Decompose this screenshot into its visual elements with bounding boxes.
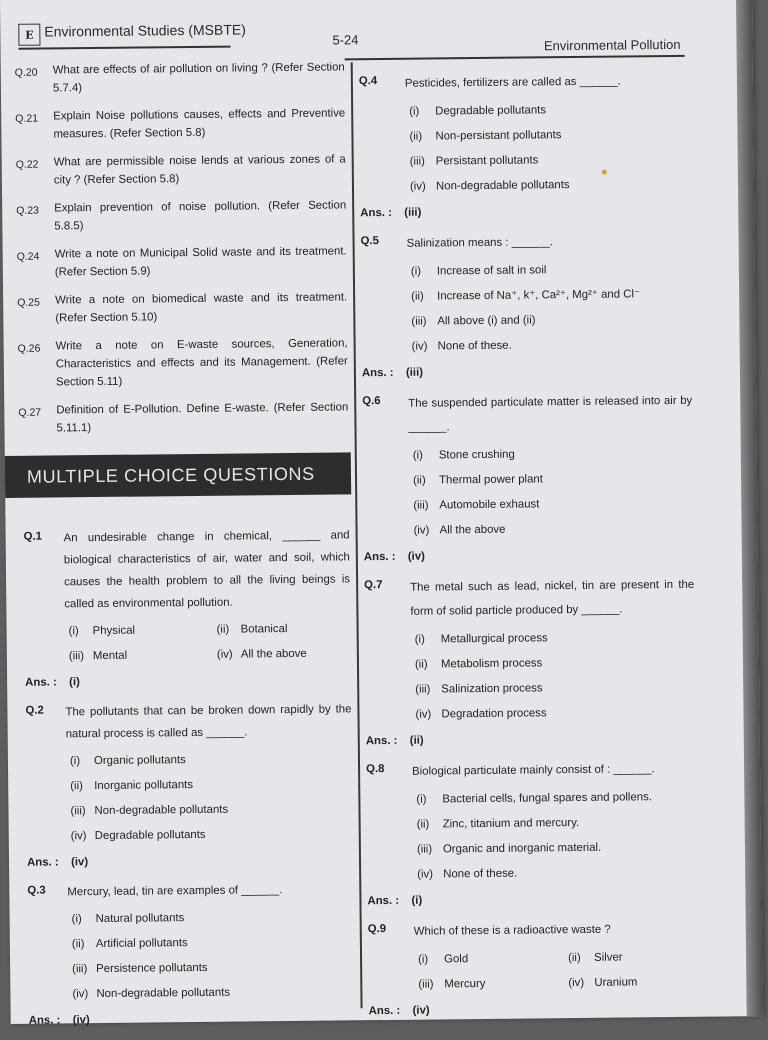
question-number: Q.7 (364, 579, 383, 592)
option-number: (iii) (70, 805, 86, 818)
question-number: Q.4 (358, 75, 378, 88)
question-number: Q.2 (25, 704, 44, 717)
option (64, 618, 212, 645)
review-question (16, 150, 346, 189)
option (405, 97, 689, 125)
question-text: Mercury, lead, tin are examples of ______. (67, 884, 283, 899)
option-list (412, 785, 697, 888)
book-title: Environmental Studies (MSBTE) (44, 21, 246, 40)
question-text: Write a note on biomedical waste and its treatment. (Refer Section 5.10) (55, 291, 348, 325)
option-number: (i) (71, 913, 82, 926)
option-text: All the above (439, 523, 506, 537)
answer-label: Ans. : (361, 366, 394, 380)
left-column (15, 58, 355, 1039)
option-text: Degradable pollutants (94, 828, 206, 843)
option-text: Physical (92, 624, 136, 638)
question-number: Q.22 (15, 158, 39, 171)
option (66, 796, 352, 824)
answer-line (360, 199, 690, 224)
question-number: Q.5 (360, 235, 379, 248)
page-header (14, 7, 684, 62)
option-text: Gold (444, 953, 469, 966)
question-text: Write a note on Municipal Solid waste and its treatment. (Refer Section 5.9) (54, 245, 347, 279)
mcq-question (360, 229, 691, 360)
option (564, 945, 704, 971)
option (411, 650, 695, 678)
answer-value: (iv) (72, 1014, 90, 1027)
option (405, 122, 689, 150)
answer-line (27, 848, 353, 873)
ink-spot (602, 170, 607, 175)
option (67, 821, 353, 849)
answer-line (367, 887, 697, 912)
mcq-section-banner: MULTIPLE CHOICE QUESTIONS (5, 452, 351, 498)
option (409, 516, 693, 544)
option-text: Persistence pollutants (96, 961, 208, 976)
review-question (15, 58, 345, 97)
option-number: (iii) (68, 650, 85, 663)
question-text: The suspended particulate matter is released into air by ______. (408, 394, 693, 434)
option-text: Organic pollutants (93, 754, 186, 768)
option-number: (iii) (418, 978, 434, 991)
question-number: Q.3 (27, 884, 46, 897)
question-text: The metal such as lead, nickel, tin are present in the form of solid particle produced by ______. (410, 578, 695, 618)
option-number: (ii) (416, 818, 430, 831)
option-number: (iii) (413, 499, 429, 512)
question-text: Salinization means : ______. (406, 236, 553, 250)
question-text: Definition of E-Pollution. Define E-waste. (Refer Section 5.11.1) (56, 401, 349, 435)
option (413, 810, 697, 838)
question-text: Explain prevention of noise pollution. (Refer Section 5.8.5) (54, 199, 347, 233)
option-text: All the above (240, 647, 307, 661)
option (407, 282, 691, 310)
option-number: (ii) (70, 780, 83, 793)
option-text: Non-degradable pollutants (96, 986, 231, 1001)
option (68, 904, 354, 932)
option-list (64, 616, 351, 669)
right-column (359, 69, 699, 1030)
option (66, 771, 352, 799)
option-text: Metabolism process (440, 657, 543, 671)
mcq-question (20, 524, 351, 669)
answer-line (366, 727, 696, 752)
answer-label: Ans. : (368, 1004, 401, 1018)
option-text: Persistant pollutants (435, 154, 539, 168)
answer-line (368, 997, 698, 1022)
answer-value: (iv) (412, 1004, 430, 1017)
option-text: Bacterial cells, fungal spares and pollens. (442, 791, 653, 806)
option (414, 946, 564, 973)
option-number: (ii) (414, 658, 428, 671)
option-number: (iv) (409, 180, 426, 193)
option-text: All above (i) and (ii) (437, 314, 536, 328)
option-number: (iii) (409, 155, 425, 168)
option (409, 491, 693, 519)
option-number: (i) (416, 793, 427, 806)
option (413, 860, 697, 888)
option-list (407, 257, 692, 360)
question-number: Q.9 (367, 923, 387, 936)
option-text: Increase of Na⁺, k⁺, Ca²⁺, Mg²⁺ and Cl⁻ (437, 288, 641, 303)
option (564, 970, 704, 996)
option-number: (i) (69, 755, 81, 768)
option-number: (iv) (417, 868, 434, 881)
option-text: Organic and inorganic material. (442, 841, 602, 856)
option-text: Thermal power plant (438, 473, 543, 487)
option (212, 616, 362, 643)
question-text: What are effects of air pollution on living ? (Refer Section 5.7.4) (52, 61, 345, 95)
header-rule (19, 46, 231, 50)
option-text: Natural pollutants (95, 912, 185, 926)
review-question (18, 398, 348, 437)
option-number: (iii) (72, 963, 88, 976)
option-text: Zinc, titanium and mercury. (442, 816, 580, 831)
option (412, 785, 696, 813)
option-text: Silver (593, 951, 623, 964)
question-number: Q.25 (17, 296, 40, 309)
option-number: (ii) (412, 474, 426, 487)
answer-label: Ans. : (25, 676, 57, 689)
option-text: None of these. (437, 339, 512, 353)
option-text: Degradation process (441, 707, 547, 721)
option-text: Metallurgical process (440, 632, 548, 646)
option-text: None of these. (443, 867, 518, 881)
option-text: Non-degradable pollutants (435, 179, 570, 193)
option-list (414, 945, 699, 998)
option (406, 147, 690, 175)
option-text: Mental (92, 649, 128, 663)
option (68, 929, 354, 957)
option-number: (i) (418, 953, 429, 966)
question-number: Q.24 (16, 250, 40, 263)
option (68, 979, 354, 1007)
page-number: 5-24 (332, 32, 359, 48)
option (409, 466, 693, 494)
answer-label: Ans. : (360, 206, 392, 220)
option-number: (ii) (409, 130, 423, 143)
option (66, 746, 352, 774)
mcq-question (368, 917, 699, 998)
option-number: (iii) (416, 843, 433, 856)
answer-label: Ans. : (26, 856, 59, 869)
mcq-question (359, 69, 690, 200)
mcq-question (362, 389, 694, 544)
review-question (17, 242, 347, 281)
option-text: Non-degradable pollutants (94, 803, 229, 818)
option-text: Stone crushing (438, 448, 515, 462)
review-question (17, 288, 347, 327)
option-number: (i) (414, 633, 425, 646)
option-text: Botanical (240, 623, 288, 636)
option-text: Increase of salt in soil (436, 264, 547, 278)
option (413, 835, 697, 863)
option-text: Non-persistant pollutants (435, 129, 562, 143)
question-number: Q.21 (15, 112, 39, 125)
option-list (411, 625, 696, 728)
question-text: Biological particulate mainly consist of : ______. (412, 763, 655, 778)
answer-line (25, 668, 351, 693)
option (407, 307, 691, 335)
question-number: Q.23 (16, 204, 40, 217)
option (68, 954, 354, 982)
answer-value: (iv) (70, 856, 89, 869)
option (406, 172, 690, 200)
review-question (18, 334, 349, 391)
option-number: (iv) (415, 708, 432, 721)
mcq-question (23, 878, 354, 1007)
chapter-title: Environmental Pollution (543, 36, 681, 54)
mcq-question (21, 698, 353, 849)
question-text: Write a note on E-waste sources, Generation, Characteristics and effects and its Management. (Refer Section 5.11) (55, 337, 348, 389)
question-text: Pesticides, fertilizers are called as ______. (404, 75, 621, 90)
option-number: (ii) (411, 290, 424, 303)
option-text: Salinization process (441, 682, 543, 696)
option-number: (i) (410, 265, 422, 278)
option (411, 675, 695, 703)
question-number: Q.27 (18, 406, 42, 419)
option-list (66, 746, 353, 849)
option-text: Uranium (594, 976, 638, 989)
review-question (15, 104, 345, 143)
question-text: Which of these is a radioactive waste ? (413, 923, 611, 938)
answer-value: (iv) (407, 550, 426, 563)
review-question (16, 196, 346, 235)
answer-value: (iii) (404, 206, 422, 219)
answer-value: (ii) (409, 734, 424, 747)
option-number: (iv) (72, 988, 89, 1001)
question-number: Q.8 (366, 763, 385, 776)
option-number: (i) (412, 449, 423, 462)
answer-value: (i) (411, 894, 423, 907)
option-number: (ii) (71, 938, 85, 951)
option-text: Automobile exhaust (439, 498, 540, 512)
answer-value: (iii) (405, 366, 424, 379)
option-text: Inorganic pollutants (94, 779, 194, 793)
answer-line (362, 359, 692, 384)
answer-line (364, 543, 694, 568)
publisher-logo: E (18, 24, 40, 46)
question-text: The pollutants that can be broken down rapidly by the natural process is called as ______. (65, 703, 352, 741)
option-text: Mercury (444, 977, 486, 991)
option-number: (i) (409, 105, 420, 118)
question-number: Q.26 (17, 342, 41, 355)
option (411, 625, 695, 653)
option-number: (iv) (411, 340, 428, 353)
option-number: (iv) (216, 648, 233, 661)
page-edge-shadow (736, 0, 763, 1016)
question-text: What are permissible noise lends at various zones of a city ? (Refer Section 5.8) (53, 153, 346, 187)
option-text: Degradable pollutants (435, 104, 547, 118)
option-list (409, 441, 694, 544)
option-number: (iii) (415, 683, 431, 696)
question-number: Q.20 (14, 66, 38, 79)
question-text: An undesirable change in chemical, ______ and biological characteristics of air, water and soil, which causes the health problem to all the living beings is called as environmental pollution. (63, 529, 351, 611)
option (411, 700, 695, 728)
option-number: (iii) (411, 315, 427, 328)
option (407, 257, 691, 285)
option-number: (ii) (216, 623, 230, 636)
option-number: (ii) (568, 951, 581, 965)
option-number: (i) (68, 625, 79, 638)
header-rule (345, 55, 685, 60)
option (213, 641, 363, 668)
question-text: Explain Noise pollutions causes, effects and Preventive measures. (Refer Section 5.8) (53, 107, 346, 141)
option (65, 643, 213, 670)
option-number: (iv) (413, 524, 430, 537)
mcq-question (364, 573, 696, 728)
option-number: (iv) (568, 976, 585, 990)
question-number: Q.6 (362, 395, 381, 408)
option-number: (iv) (70, 830, 87, 843)
option-text: Artificial pollutants (95, 937, 188, 951)
question-number: Q.1 (23, 530, 43, 543)
option (408, 332, 692, 360)
option-list (405, 97, 690, 200)
answer-label: Ans. : (365, 734, 398, 748)
answer-label: Ans. : (363, 550, 396, 564)
option (414, 971, 564, 998)
answer-label: Ans. : (367, 894, 400, 908)
answer-line (29, 1006, 355, 1031)
answer-label: Ans. : (28, 1014, 61, 1027)
option (409, 441, 693, 469)
mcq-question (366, 757, 697, 888)
answer-value: (i) (69, 676, 80, 689)
option-list (68, 904, 355, 1007)
